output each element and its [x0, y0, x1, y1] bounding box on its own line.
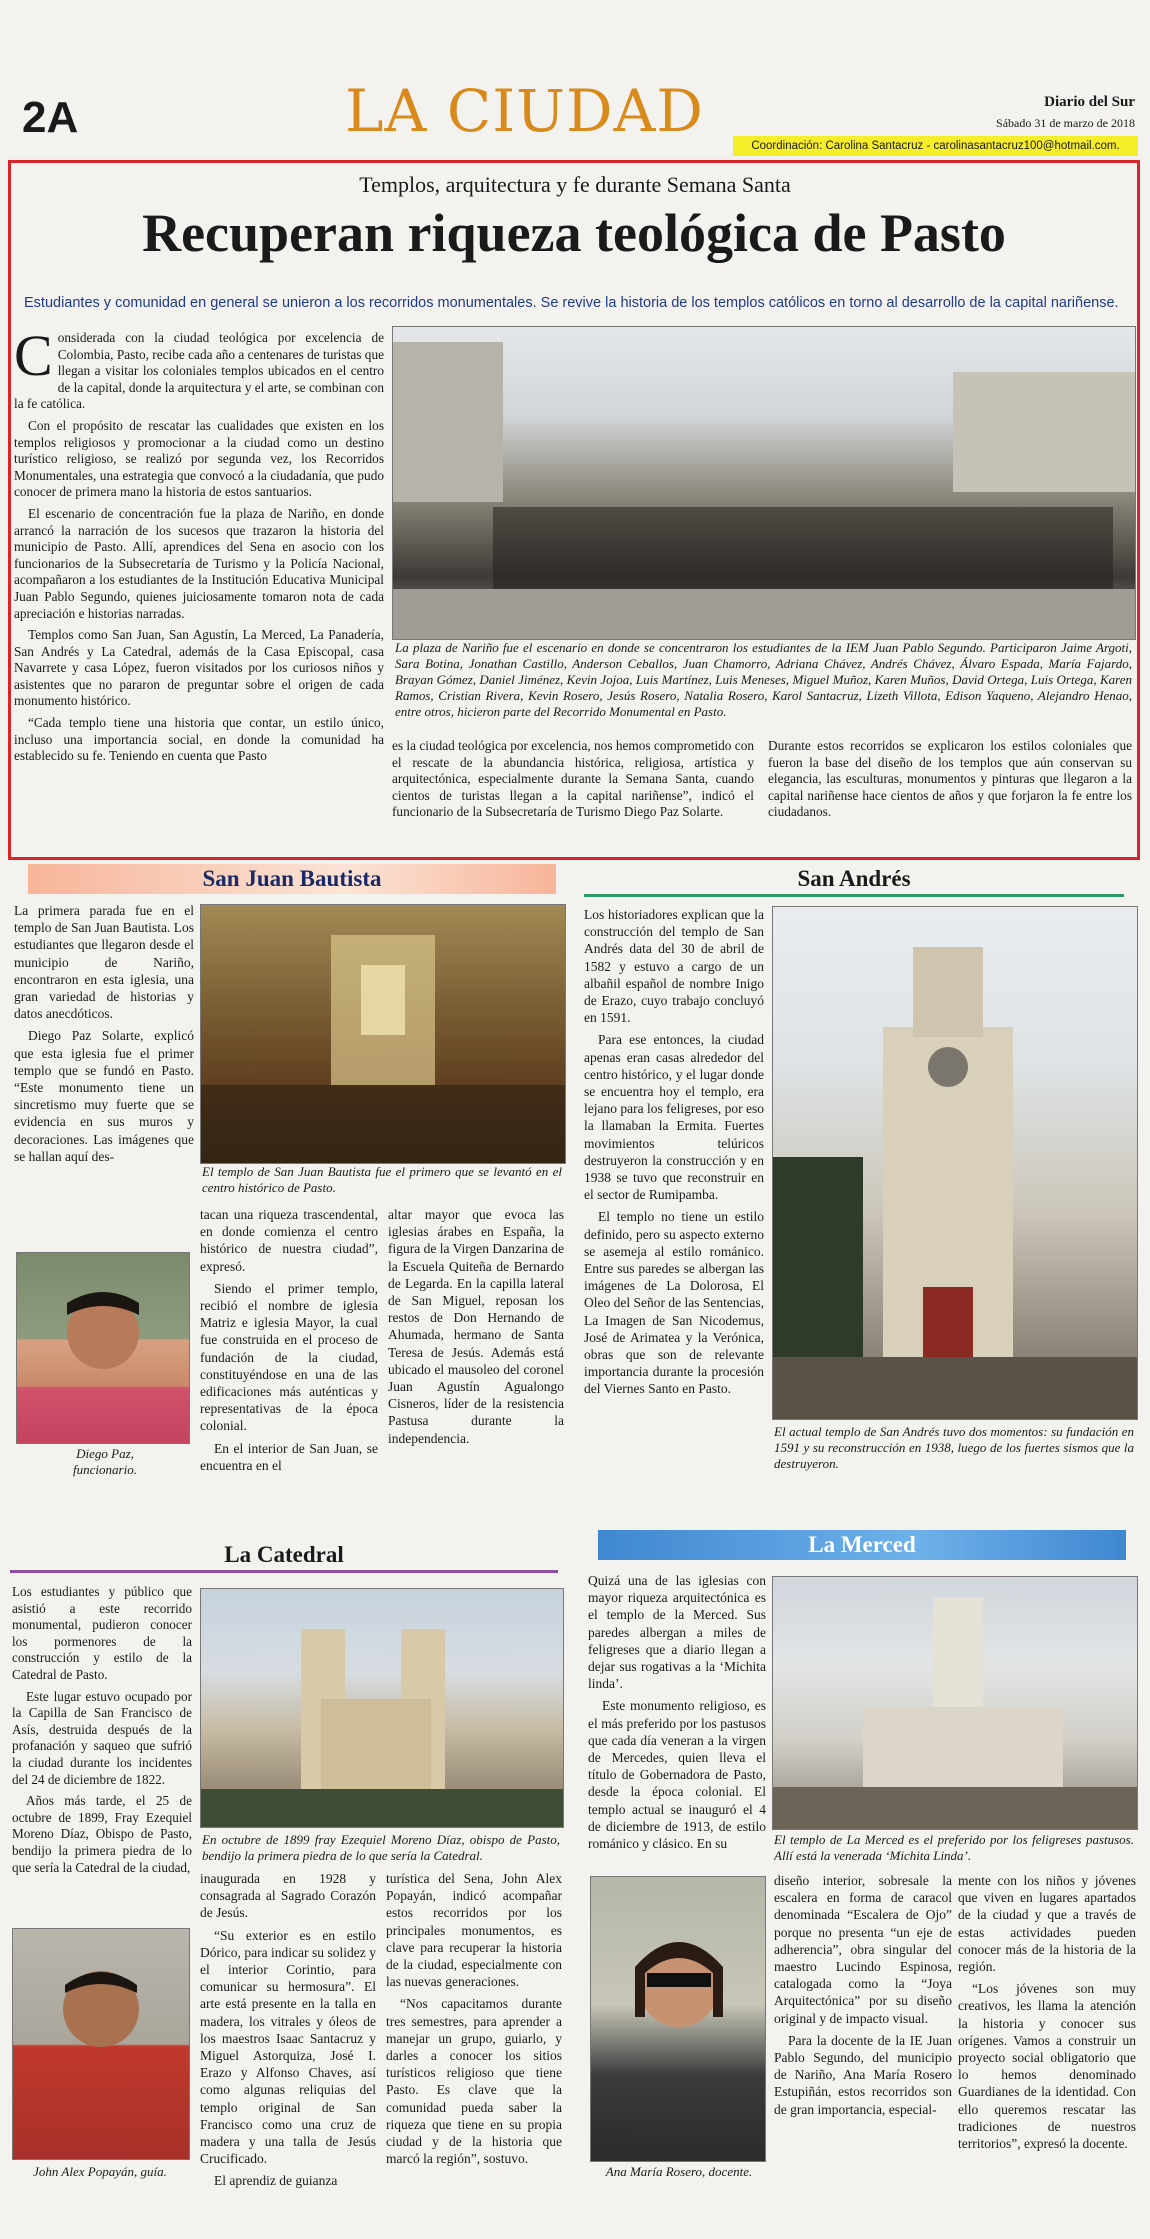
san-andres-paragraph-3: El templo no tiene un estilo definido, pero su aspecto externo se asemeja al estilo románico. Entre sus paredes se albergan las imágenes de La Dolorosa, El Oleo del Señor de las Sentencias, La Imagen de San Nicodemus, José de Arimatea y la Verónica, obras que son de relevante importancia durante la procesión del Viernes Santo en Pasto.	[584, 1209, 764, 1397]
catedral-paragraph-3: Años más tarde, el 25 de octubre de 1899, Fray Ezequiel Moreno Díaz, Obispo de Pasto, bendijo la primera piedra de lo que sería la Catedral de la ciudad,	[12, 1793, 192, 1875]
page-number: 2A	[22, 93, 79, 142]
students-group-photo	[392, 326, 1136, 640]
merced-column-1	[588, 1572, 766, 1870]
san-andres-title: San Andrés	[797, 866, 911, 891]
catedral-paragraph-1: Los estudiantes y público que asistió a este recorrido monumental, pudieron conocer los pormenores de la construcción y estilo de la Catedral de Pasto.	[12, 1584, 192, 1682]
san-juan-column-1	[14, 902, 194, 1252]
john-alex-caption: John Alex Popayán, guía.	[33, 2164, 167, 2179]
catedral-paragraph-2: Este lugar estuvo ocupado por la Capilla de San Francisco de Asís, destruida después de la profanación y saqueo que sufrió la ciudad durante los incidentes del 24 de diciembre de 1822.	[12, 1688, 192, 1787]
diego-paz-portrait	[16, 1252, 190, 1444]
students-photo-caption: La plaza de Nariño fue el escenario en donde se concentraron los estudiantes de la IEM Juan Pablo Segundo. Participaron Jaime Argoti, Sara Botina, Jonathan Castillo, Anderson Ceballos, Juan Chamorro, Adriana Chávez, Andrés Chávez, Álvaro Espada, María Fajardo, Brayan Gómez, Daniel Jiménez, Kevin Jojoa, Luis Martínez, Luis Meneses, Miguel Muñoz, Karen Muños, David Ortega, Luis Ortega, Karen Ramos, Cristian Rivera, Kevin Rosero, Jesús Rosero, Natalia Rosero, Karol Santacruz, Lizeth Villota, Edison Yaqueno, Alejandro Henao, entre otros, hicieron parte del Recorrido Monumental en Pasto.	[395, 640, 1132, 719]
san-juan-paragraph-1: La primera parada fue en el templo de San Juan Bautista. Los estudiantes que llegaron desde el municipio de Nariño, encontraron en esta iglesia, una gran variedad de historias y datos anecdóticos.	[14, 903, 194, 1022]
catedral-column-2	[200, 1870, 376, 2210]
san-andres-column	[584, 906, 764, 1526]
merced-paragraph-4: Para la docente de la IE Juan Pablo Segundo, del municipio de Nariño, Ana María Rosero Estupiñán, estos recorridos son de gran importancia, especial-	[774, 2032, 952, 2117]
ana-maria-caption: Ana María Rosero, docente.	[605, 2164, 753, 2179]
lead-paragraph-4: Templos como San Juan, San Agustín, La Merced, La Panadería, San Andrés y La Catedral, además de la Casa Episcopal, casa Navarrete y casa López, fueron visitados por los curiosos niños y asistentes que no pararon de preguntar sobre el origen de cada monumento histórico.	[14, 627, 384, 709]
san-juan-column-2	[200, 1206, 378, 1516]
catedral-header	[10, 1540, 558, 1573]
drop-cap: C	[14, 330, 53, 388]
catedral-paragraph-7: turística del Sena, John Alex Popayán, indicó acompañar estos recorridos por los principales monumentos, es clave para recuperar la historia de la ciudad, especialmente con las nuevas generaciones.	[386, 1871, 562, 1990]
lead-column-1	[14, 330, 384, 854]
lead-paragraph-2: Con el propósito de rescatar las cualidades que existen en los templos religiosos y promocionar a la ciudad como un destino turístico religioso, se realizó por segunda vez, los Recorridos Monumentales, una estrategia que convocó a la ciudadanía, que pudo conocer de primera mano la historia de estos santuarios.	[14, 417, 384, 500]
catedral-column-3	[386, 1870, 562, 2210]
san-juan-title: San Juan Bautista	[202, 866, 382, 891]
san-juan-interior-photo	[200, 904, 566, 1164]
catedral-photo-caption: En octubre de 1899 fray Ezequiel Moreno Díaz, obispo de Pasto, bendijo la primera piedra de lo que sería la Catedral.	[202, 1832, 560, 1863]
san-juan-paragraph-2: Diego Paz Solarte, explicó que esta iglesia fue el primer templo que se fundó en Pasto. “Este monumento tiene un sincretismo muy fuerte que se evidencia en sus muros y decoraciones. Las imágenes que se hallan aquí des-	[14, 1028, 194, 1164]
issue-date: Sábado 31 de marzo de 2018	[996, 116, 1135, 130]
san-andres-paragraph-1: Los historiadores explican que la construcción del templo de San Andrés data del 30 de abril de 1582 y estuvo a cargo de un albañil español de nombre Inigo de Erazo, cuyo trabajo concluyó en 1591.	[584, 907, 764, 1026]
san-juan-column-3	[388, 1206, 564, 1516]
catedral-paragraph-4: inaugurada en 1928 y consagrada al Sagrado Corazón de Jesús.	[200, 1871, 376, 1921]
merced-paragraph-6: “Los jóvenes son muy creativos, les llama la atención la historia y conocer sus orígenes. Vamos a construir un proyecto social obligatorio que lo hemos denominado Guardianes de la identidad. Con ello queremos rescatar las tradiciones de nuestros territorios”, expresó la docente.	[958, 1981, 1136, 2152]
merced-title: La Merced	[808, 1532, 916, 1557]
lead-paragraph-3: El escenario de concentración fue la plaza de Nariño, en donde arrancó la narración de los sucesos que trazaron la historia del municipio de Pasto. Allí, aprendices del Sena en asocio con los funcionarios de la Subsecretaría de Turismo y la Policía Nacional, acompañaron a los estudiantes de la Institución Educativa Municipal Juan Pablo Segundo, quienes juiciosamente tomaron nota de cada apreciación e historias narradas.	[14, 505, 384, 621]
section-title: LA CIUDAD	[345, 77, 704, 145]
san-juan-paragraph-6: altar mayor que evoca las iglesias árabes en España, la figura de la Virgen Danzarina de la Escuela Quiteña de Bernardo de Legarda. En la capilla lateral de San Miguel, reposan los restos de Don Hernando de Ahumada, hermano de Santa Teresa de Jesús. Además está ubicado el mausoleo del coronel Juan Agustín Agualongo Cisneros, líder de la resistencia Pastusa durante la independencia.	[388, 1207, 564, 1446]
san-juan-paragraph-3: tacan una riqueza trascendental, en donde comienza el centro histórico de nuestra ciudad”, expresó.	[200, 1207, 378, 1274]
merced-column-3	[958, 1872, 1136, 2212]
diego-paz-caption: Diego Paz, funcionario.	[73, 1446, 137, 1477]
merced-paragraph-5: mente con los niños y jóvenes que viven en lugares apartados de la ciudad y que a través de estas actividades pueden conocer más de la historia de la región.	[958, 1873, 1136, 1975]
lead-headline: Recuperan riqueza teológica de Pasto	[142, 203, 1006, 263]
merced-paragraph-1: Quizá una de las iglesias con mayor riqueza arquitectónica es el templo de la Merced. Sus paredes albergan a miles de feligreses que a diario llegan a dejar sus rogativas a la ‘Michita linda’.	[588, 1573, 766, 1692]
san-juan-paragraph-4: Siendo el primer templo, recibió el nombre de iglesia Matriz e iglesia Mayor, la cual fue construida en el proceso de fundación de la ciudad, constituyéndose en una de las edificaciones más auténticas y representativas de la época colonial.	[200, 1280, 378, 1434]
catedral-title: La Catedral	[224, 1542, 344, 1567]
merced-photo-caption: El templo de La Merced es el preferido por los feligreses pastusos. Allí está la venerada ‘Michita Linda’.	[774, 1832, 1134, 1863]
lead-kicker: Templos, arquitectura y fe durante Semana Santa	[359, 172, 791, 197]
lead-column-3	[768, 738, 1132, 854]
merced-header	[598, 1530, 1126, 1560]
john-alex-portrait	[12, 1928, 190, 2160]
merced-column-2	[774, 1872, 952, 2212]
san-juan-header	[28, 864, 556, 894]
catedral-paragraph-8: “Nos capacitamos durante tres semestres, para aprender a manejar un grupo, guiarlo, y darles a conocer los sitios turísticos religioso que tiene Pasto. Es clave que la comunidad pueda saber la riqueza que tiene en su propia ciudad y de la historia que marcó la región”, sostuvo.	[386, 1996, 562, 2167]
coordination-bar: Coordinación: Carolina Santacruz - carolinasantacruz100@hotmail.com.	[733, 136, 1138, 156]
san-juan-photo-caption: El templo de San Juan Bautista fue el primero que se levantó en el centro histórico de Pasto.	[202, 1164, 562, 1195]
catedral-column-1	[12, 1584, 192, 1924]
san-andres-paragraph-2: Para ese entonces, la ciudad apenas eran casas alrededor del centro histórico, y el lugar donde se encuentra hoy el templo, era lejano para los feligreses, por eso la llamaban la Ermita. Fuertes movimientos telúricos destruyeron la construcción y en 1938 se tuvo que reconstruir en el sector de Rumipamba.	[584, 1032, 764, 1203]
ana-maria-portrait	[590, 1876, 766, 2162]
catedral-photo	[200, 1588, 564, 1828]
san-andres-header	[584, 864, 1124, 897]
lead-paragraph-7: Durante estos recorridos se explicaron los estilos coloniales que fueron la base del diseño de los templos que aún conservan su elegancia, las esculturas, monumentos y pinturas que llegaron a la capital nariñense hace cientos de años y que forjaron la fe entre los ciudadanos.	[768, 738, 1132, 820]
merced-paragraph-3: diseño interior, sobresale la escalera en forma de caracol denominada “Escalera de Ojo” porque no presenta “un eje de adherencia”, obra singular del maestro Lucindo Espinosa, catalogada como la “Joya Arquitectónica” por su diseño original y de impacto visual.	[774, 1873, 952, 2026]
lead-paragraph-6: es la ciudad teológica por excelencia, nos hemos comprometido con el rescate de la abundancia histórica, religiosa, artística y arquitectónica, especialmente durante la Semana Santa, cuando cientos de turistas llegan a la capital nariñense”, indicó el funcionario de la Subsecretaría de Turismo Diego Paz Solarte.	[392, 738, 754, 820]
catedral-paragraph-5: “Su exterior es en estilo Dórico, para indicar su solidez y el interior Corintio, para comunicar su hermosura”. El arte está presente en la talla en madera, los vitrales y óleos de los maestros Isaac Santacruz y Miguel Astorquiza, José I. Erazo y Alfonso Chaves, así como algunas reliquias del templo original de San Francisco como una cruz de madera y una talla de Jesús Crucificado.	[200, 1927, 376, 2167]
lead-subhead: Estudiantes y comunidad en general se unieron a los recorridos monumentales. Se revive la historia de los templos católicos en torno al desarrollo de la capital nariñense.	[24, 295, 1119, 311]
catedral-paragraph-6: El aprendiz de guianza	[214, 2173, 338, 2189]
merced-paragraph-2: Este monumento religioso, es el más preferido por los pastusos que cada día veneran a la virgen de Mercedes, quien lleva el título de Gobernadora de Pasto, desde la época colonial. El templo actual se inauguró el 4 de diciembre de 1913, de estilo románico y clásico. En su	[588, 1698, 766, 1852]
san-juan-paragraph-5: En el interior de San Juan, se encuentra en el	[200, 1440, 378, 1473]
lead-paragraph-1: onsiderada con la ciudad teológica por excelencia de Colombia, Pasto, recibe cada año a centenares de turistas que llegan a visitar los coloniales templos ubicados en el centro de la capital, donde la arquitectura y el arte, se combinan con la fe católica.	[14, 330, 384, 412]
paper-name: Diario del Sur	[1044, 94, 1135, 110]
san-andres-photo-caption: El actual templo de San Andrés tuvo dos momentos: su fundación en 1591 y su reconstrucción en 1938, luego de los fuertes sismos que la destruyeron.	[774, 1424, 1134, 1471]
lead-paragraph-5: “Cada templo tiene una historia que contar, un estilo único, incluso una importancia social, en donde la comunidad ha establecido su fe. Teniendo en cuenta que Pasto	[14, 715, 384, 764]
merced-church-photo	[772, 1576, 1138, 1830]
lead-column-2	[392, 738, 754, 854]
san-andres-church-photo	[772, 906, 1138, 1420]
